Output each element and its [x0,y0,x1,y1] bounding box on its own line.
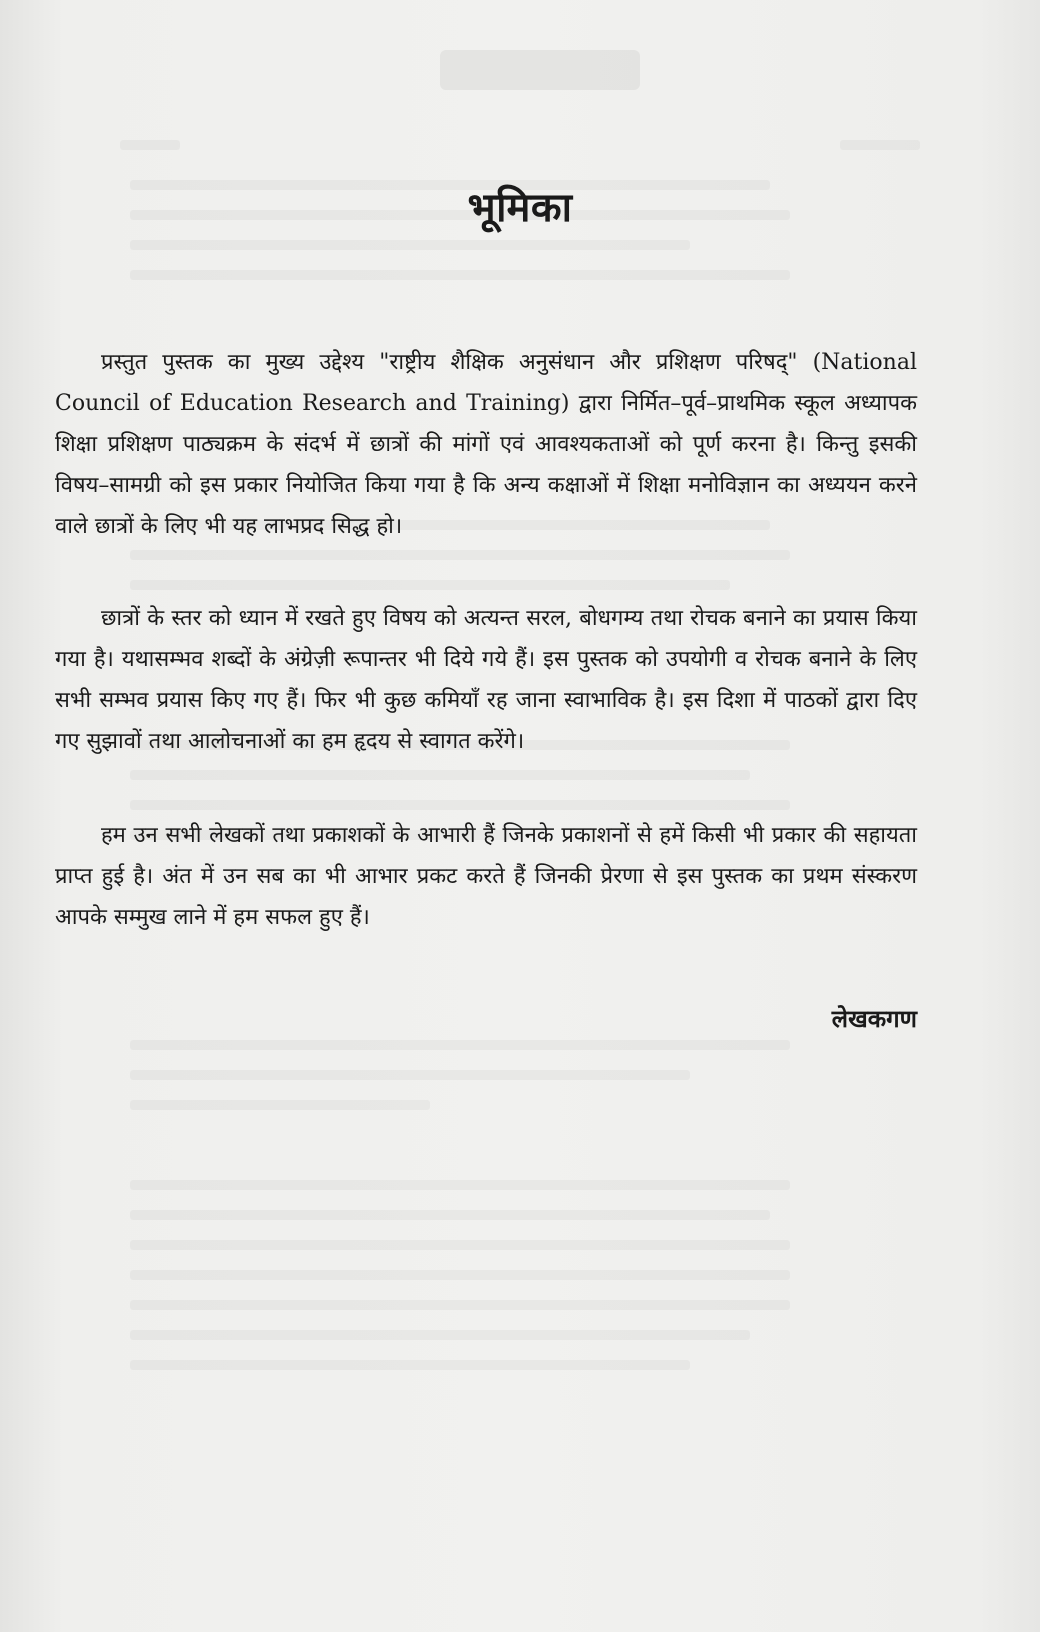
paragraph-acknowledgement: हम उन सभी लेखकों तथा प्रकाशकों के आभारी हैं जिनके प्रकाशनों से हमें किसी भी प्रकार की सहायता प्राप्त हुई है। अंत में उन सब का भी आभार प्रकट करते हैं जिनकी प्रेरणा से इस पुस्तक का प्रथम संस्करण आपके सम्मुख लाने में हम सफल हुए हैं। [55,823,917,930]
page-title: भूमिका [467,184,573,231]
paragraph-purpose: प्रस्तुत पुस्तक का मुख्य उद्देश्य "राष्ट्रीय शैक्षिक अनुसंधान और प्रशिक्षण परिषद्" (National Council of Education Research and Training) द्वारा निर्मित–पूर्व–प्राथमिक स्कूल अध्यापक शिक्षा प्रशिक्षण पाठ्यक्रम के संदर्भ में छात्रों की मांगों एवं आवश्यकताओं को पूर्ण करना है। किन्तु इसकी विषय–सामग्री को इस प्रकार नियोजित किया गया है कि अन्य कक्षाओं में शिक्षा मनोविज्ञान का अध्ययन करने वाले छात्रों के लिए भी यह लाभप्रद सिद्ध हो। [55,350,917,539]
paragraph-approach: छात्रों के स्तर को ध्यान में रखते हुए विषय को अत्यन्त सरल, बोधगम्य तथा रोचक बनाने का प्रयास किया गया है। यथासम्भव शब्दों के अंग्रेज़ी रूपान्तर भी दिये गये हैं। इस पुस्तक को उपयोगी व रोचक बनाने के लिए सभी सम्भव प्रयास किए गए हैं। फिर भी कुछ कमियाँ रह जाना स्वाभाविक है। इस दिशा में पाठकों द्वारा दिए गए सुझावों तथा आलोचनाओं का हम हृदय से स्वागत करेंगे। [55,606,917,754]
author-signature: लेखकगण [831,1004,917,1033]
